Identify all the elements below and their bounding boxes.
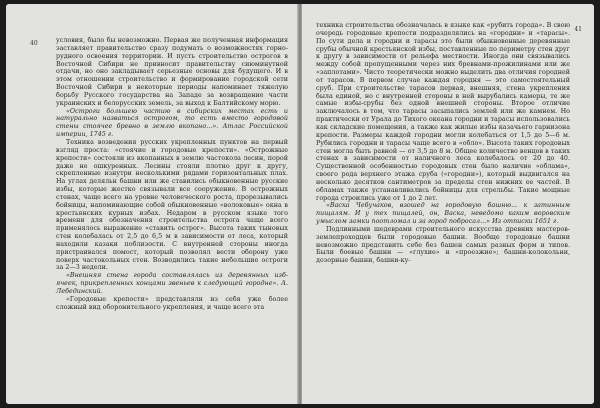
left-page-number: 40 — [30, 40, 38, 47]
right-page-number: 41 — [574, 26, 582, 33]
paragraph: Подлинными шедеврами строительного искусства древних мастеров-землепроходцев были городовые башни. Вообще городовые башни невозможно представить себе без башен самых разных форм и типов. Были боевые башни — «глухие» и «проезжие»; башни-колокольни, дозорные башни, башни-ку- — [316, 225, 570, 265]
paragraph: условия, было бы невозможно. Первая же полученная информация заставляет правительство сразу подумать о возможностях горно-рудного освоения территории. И пусть строительство острогов в Восточной Сибири не привносит правительству сиюминутной отдачи, но оно закладывает серьезные основы для будущего. И в этом отношении строительство и формирование городской сети Восточной Сибири в некоторые периоды напоминает тяжелую борьбу Русского государства на Западе за возвращение части украинских и белорусских земель, за выход к Балтийскому морю. — [56, 37, 288, 107]
paragraph: «Внешняя стена города составлялась из деревянных изб-ячеек, прикрепленных концами звеньев к следующей городне». А. Лебединский. — [56, 272, 288, 295]
left-page — [6, 4, 298, 404]
right-page — [302, 4, 594, 404]
book-spread — [6, 4, 594, 404]
paragraph: техника строительства обозначалась в языке как «рубить города». В свою очередь городовые крепости подразделялись на «городни» и «тарасы». По сути дела и городни и тарасы это были обыкновенные деревянные срубы обычной крестьянской избы, поставленные по периметру стен друг к другу в зависимости от рельефа местности. Иногда они связывались между собой пропущенными через них бревнами-прожилинами или же «заплотами». Чисто теоретически можно выделить два отличия городней от тарасов. В первом случае каждая городня — это самостоятельный сруб. При строительстве тарасов первая, внешняя, стена укрепления была единой, но с внутренней стороны в ней вырубались камеры, те же самые избы-срубы без одной внешней стороны. Второе отличие заключалось в том, что тарасы засыпались землей или же камнем. Но практически от Урала до Тихого океана городни и тарасы использовались как складские помещения, а также как жилые избы казачьего гарнизона крепости. Размеры каждой городни могли колебаться от 1,5 до 5—6 м. Рубились городни и тарасы чаще всего в «обло». Высота таких городовых стен могла быть равной — от 3,5 до 8 м. Общее количество венцов в таких стенах в зависимости от наличного леса колебалось от 20 до 40. Существенной особенностью городовых стен было наличие «облама», своего рода верхнего этажа сруба («городни»), который выдвигался на несколько десятков сантиметров за пределы стен нижних ее частей. В обламах также устанавливались бойницы для стрельбы. Такие мощные города строились уже от 1 до 2 лет. — [316, 22, 570, 202]
left-page-text — [56, 37, 288, 312]
paragraph: «Васка Чебучаков, взошед на городовую башню... к затинным пищалям. И у тех пищалей, он, Васка, неведомо каким воровским умыслом замки поотломал и за город побросал...» Из отписки 1651 г. — [316, 202, 570, 226]
paragraph: «Остроги большею частию в сибирских местах есть и натурально назваться острогом, то есть вместо городовой стены стоячее бревно в землю вкопано...». Атлас Российской империи, 1745 г. — [56, 107, 288, 139]
right-page-text — [316, 22, 570, 265]
paragraph: Техника возведения русских укрепленных пунктов на первый взгляд проста: «стоячие и городовые крепости». «Острожные крепости» состояли из вкопанных в землю частокола лесин, порой даже не ошкуренных. Лесины стояли плотно друг к другу, скрепленные изнутри несколькими рядами горизонтальных плах. На углах деляльн башни или же ставились обыкновенные русские избы, которые жестко связывали все сооружение. В острожных стенах, чаще всего на уровне человеческого роста, прорезывались бойницы, напоминающие собой обыкновенные «волоковые» окна в крестьянских курных избах. Недаром в русском языке того времени для обозначения строительства острога чаще всего применялось выражение «ставить острог». Высота таких тыновых стен колебалась от 2,5 до 6,5 м в зависимости от леса, который находили казаки поблизости. С внутренней стороны иногда пристраивался помост, который позволял вести оборону уже поверх частокольных стен. Возводились такие небольшие остроги за 2—3 недели. — [56, 138, 288, 272]
paragraph: «Городовые крепости» представляли из себя уже более сложный вид оборонительного укрепления, и чаще всего эта — [56, 295, 288, 311]
